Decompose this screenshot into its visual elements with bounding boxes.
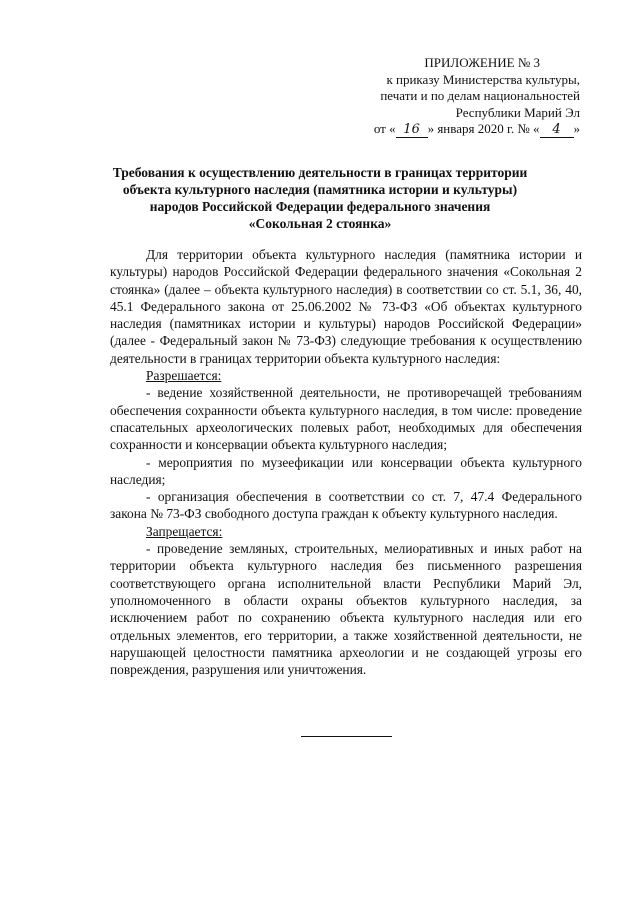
document-title xyxy=(95,164,545,232)
allowed-heading: Разрешается: xyxy=(146,368,222,384)
title-line-2: объекта культурного наследия (памятника истории и культуры) xyxy=(122,182,518,197)
document-body xyxy=(110,246,582,678)
forbidden-heading: Запрещается: xyxy=(146,523,223,539)
allowed-item-2: - мероприятия по музеефикации или консервации объекта культурного наследия; xyxy=(110,454,582,487)
date-suffix: » xyxy=(573,121,580,136)
handwritten-day: 16 xyxy=(396,123,428,138)
intro-paragraph: Для территории объекта культурного наследия (памятника истории и культуры) народов Российской Федерации федерального значения «Сокольная 2 стоянка» (далее – объекта культурного наследия) в соответствии со ст. 5.1, 36, 40, 45.1 Федерального закона от 25.06.2002 № 73-ФЗ «Об объектах культурного наследия (памятниках истории и культуры) народов Российской Федерации» (далее - Федеральный закон № 73-ФЗ) следующие требования к осуществлению деятельности в границах территории объекта культурного наследия: xyxy=(110,247,582,366)
allowed-item-3: - организация обеспечения в соответствии со ст. 7, 47.4 Федерального закона № 73-ФЗ свободного доступа граждан к объекту культурного наследия. xyxy=(110,489,582,522)
end-separator-line xyxy=(301,736,392,737)
appendix-ministry: печати и по делам национальностей xyxy=(380,88,580,103)
date-middle: » января 2020 г. № « xyxy=(427,121,540,136)
forbidden-item-1: - проведение земляных, строительных, мелиоративных и иных работ на территории объекта культурного наследия без письменного разрешения соответствующего органа исполнительной власти Республики Марий Эл, уполномоченного в области охраны объектов культурного наследия, за исключением работ по сохранению объекта культурного наследия или его отдельных элементов, его территории, а также хозяйственной деятельности, не нарушающей целостности памятника археологии и не создающей угрозы его повреждения, разрушения или уничтожения. xyxy=(110,541,582,678)
date-prefix: от « xyxy=(373,121,396,136)
appendix-order-ref: к приказу Министерства культуры, xyxy=(386,71,580,87)
handwritten-order-number: 4 xyxy=(540,123,574,138)
title-line-3: народов Российской Федерации федерального значения xyxy=(149,199,491,214)
appendix-number: ПРИЛОЖЕНИЕ № 3 xyxy=(424,55,540,70)
appendix-header xyxy=(320,55,580,138)
appendix-republic: Республики Марий Эл xyxy=(455,104,580,120)
title-line-4: «Сокольная 2 стоянка» xyxy=(248,216,392,231)
title-line-1: Требования к осуществлению деятельности в границах территории xyxy=(112,165,528,180)
allowed-item-1: - ведение хозяйственной деятельности, не противоречащей требованиям обеспечения сохранности объекта культурного наследия, в том числе: проведение спасательных археологических полевых работ, необходимых для обеспечения сохранности и консервации объекта культурного наследия; xyxy=(110,385,582,453)
appendix-date-line xyxy=(320,121,580,138)
